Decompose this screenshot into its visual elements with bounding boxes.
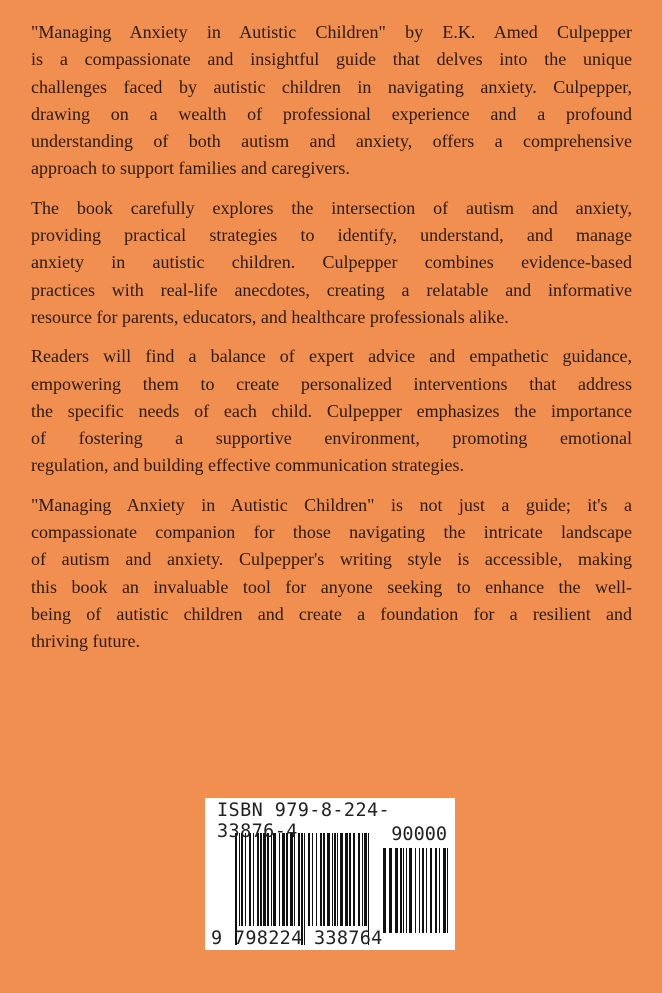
barcode-bar: [340, 833, 343, 926]
barcode-bar: [337, 833, 338, 926]
barcode-bar: [312, 833, 313, 926]
barcode-bar: [286, 833, 288, 926]
barcode-bar: [239, 833, 240, 926]
barcode-bar: [273, 833, 276, 926]
description-paragraph: [31, 492, 632, 656]
barcode-bar: [257, 833, 259, 926]
text-line: The book carefully explores the intersection of autism and anxiety,: [31, 197, 632, 218]
barcode-bar: [439, 848, 440, 933]
text-line: providing practical strategies to identify, understand, and manage: [31, 225, 632, 246]
barcode-bar: [267, 833, 269, 926]
barcode-bar: [327, 833, 330, 926]
isbn-label: ISBN 979-8-224-33876-4: [217, 800, 391, 842]
barcode-digits: 9 798224 338764: [211, 928, 383, 949]
barcode-bar: [389, 848, 392, 933]
barcode-bar: [406, 848, 407, 933]
text-line: being of autistic children and create a foundation for a resilient and: [31, 603, 632, 624]
barcode-bar: [383, 848, 386, 933]
barcode-bar: [443, 848, 446, 933]
text-line: approach to support families and caregivers.: [31, 158, 350, 179]
barcode-bar: [358, 833, 360, 926]
barcode-bar: [345, 833, 348, 926]
barcode-bar: [249, 833, 251, 926]
barcode-bar: [447, 848, 448, 933]
barcode-bar: [316, 833, 317, 926]
text-line: resource for parents, educators, and healthcare professionals alike.: [31, 306, 509, 327]
description-paragraph: [31, 195, 632, 331]
text-line: anxiety in autistic children. Culpepper combines evidence-based: [31, 252, 632, 273]
barcode-bar: [349, 833, 351, 926]
text-line: "Managing Anxiety in Autistic Children" by E.K. Amed Culpepper: [31, 22, 632, 42]
barcode-bar: [435, 848, 437, 933]
text-line: is a compassionate and insightful guide that delves into the unique: [31, 49, 632, 70]
back-cover-description: [31, 19, 632, 668]
barcode-bar: [395, 848, 398, 933]
text-line: of fostering a supportive environment, promoting emotional: [31, 428, 632, 449]
barcode-bar: [271, 833, 272, 926]
barcode-bar: [298, 833, 300, 926]
barcode-bar: [260, 833, 262, 926]
text-line: the specific needs of each child. Culpepper emphasizes the importance: [31, 400, 632, 421]
barcode-bar: [422, 848, 424, 933]
text-line: understanding of both autism and anxiety, offers a comprehensive: [31, 131, 632, 152]
barcode-bar: [294, 833, 295, 926]
text-line: drawing on a wealth of professional experience and a profound: [31, 103, 632, 124]
description-paragraph: [31, 19, 632, 183]
barcode-bar: [364, 833, 367, 926]
text-line: empowering them to create personalized interventions that address: [31, 373, 632, 394]
text-line: this book an invaluable tool for anyone seeking to enhance the well-: [31, 576, 632, 597]
description-paragraph: [31, 343, 632, 479]
barcode-bar: [362, 833, 363, 926]
barcode-bar: [279, 833, 280, 926]
barcode-bar: [353, 833, 355, 926]
barcode-bar: [332, 833, 333, 926]
barcode-bar: [334, 833, 336, 926]
barcode-bar: [409, 848, 412, 933]
text-line: thriving future.: [31, 631, 140, 652]
barcode-bar: [419, 848, 420, 933]
barcode-bar: [415, 848, 416, 933]
barcode-bar: [308, 833, 310, 926]
barcode-bar: [323, 833, 325, 926]
barcode-bar: [403, 848, 404, 933]
price-addon-code: 90000: [391, 824, 447, 845]
text-line: "Managing Anxiety in Autistic Children" is not just a guide; it's a: [31, 494, 632, 515]
text-line: challenges faced by autistic children in navigating anxiety. Culpepper,: [31, 76, 632, 97]
barcode-bar: [290, 833, 293, 926]
text-line: Readers will find a balance of expert advice and empathetic guidance,: [31, 346, 632, 367]
text-line: practices with real-life anecdotes, creating a relatable and informative: [31, 279, 632, 300]
barcode-bar: [430, 848, 432, 933]
barcode-bar: [320, 833, 322, 926]
barcode-bar: [400, 848, 402, 933]
barcode-bar: [426, 848, 427, 933]
isbn-barcode: [205, 798, 455, 950]
barcode-bar: [245, 833, 246, 926]
barcode-bar: [253, 833, 254, 926]
text-line: compassionate companion for those navigating the intricate landscape: [31, 522, 632, 543]
text-line: regulation, and building effective communication strategies.: [31, 455, 465, 476]
barcode-bar: [241, 833, 243, 926]
barcode-bar: [263, 833, 266, 926]
text-line: of autism and anxiety. Culpepper's writing style is accessible, making: [31, 549, 632, 570]
barcode-bar: [282, 833, 285, 926]
